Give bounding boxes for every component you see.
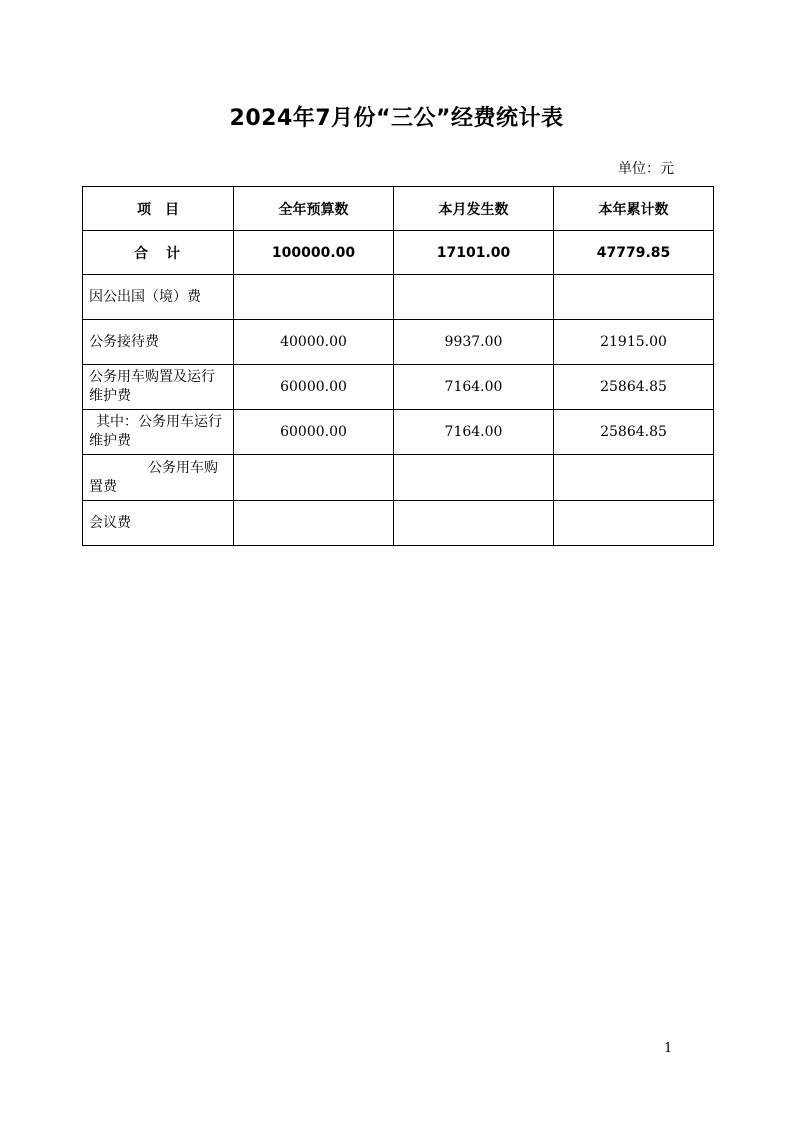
total-ytd: 47779.85 xyxy=(554,231,714,275)
row-month xyxy=(394,275,554,320)
table-row xyxy=(83,501,714,546)
table-row xyxy=(83,275,714,320)
row-item xyxy=(83,455,234,501)
row-budget xyxy=(234,455,394,501)
page-title: 2024年7月份“三公”经费统计表 xyxy=(229,106,564,131)
table-row xyxy=(83,320,714,365)
table-header-row xyxy=(83,187,714,231)
row-ytd xyxy=(554,275,714,320)
row-month: 9937.00 xyxy=(394,320,554,365)
row-budget: 60000.00 xyxy=(234,365,394,410)
row-month: 7164.00 xyxy=(394,410,554,455)
row-budget xyxy=(234,275,394,320)
row-month: 7164.00 xyxy=(394,365,554,410)
row-item xyxy=(83,320,234,365)
row-item xyxy=(83,365,234,410)
row-item xyxy=(83,501,234,546)
total-month: 17101.00 xyxy=(394,231,554,275)
expense-table xyxy=(82,186,714,546)
row-item-line: 公务用车购 xyxy=(148,459,218,476)
unit-label: 单位：元 xyxy=(618,161,674,177)
header-annual-budget: 全年预算数 xyxy=(234,187,394,231)
table-row xyxy=(83,410,714,455)
row-ytd: 25864.85 xyxy=(554,365,714,410)
row-item xyxy=(83,275,234,320)
row-item-line: 其中：公务用车运行 xyxy=(96,414,222,430)
row-ytd: 21915.00 xyxy=(554,320,714,365)
table-row xyxy=(83,365,714,410)
total-row xyxy=(83,231,714,275)
row-month xyxy=(394,501,554,546)
row-ytd xyxy=(554,455,714,501)
table-row xyxy=(83,455,714,501)
total-budget: 100000.00 xyxy=(234,231,394,275)
row-item-line: 因公出国（境）费 xyxy=(89,288,201,305)
row-budget: 40000.00 xyxy=(234,320,394,365)
row-budget: 60000.00 xyxy=(234,410,394,455)
header-item: 项 目 xyxy=(83,187,234,231)
row-item-line: 公务用车购置及运行 xyxy=(89,369,215,385)
row-item-line: 维护费 xyxy=(89,388,131,404)
row-ytd: 25864.85 xyxy=(554,410,714,455)
header-ytd-amount: 本年累计数 xyxy=(554,187,714,231)
row-item-line: 维护费 xyxy=(89,433,131,449)
row-item xyxy=(83,410,234,455)
row-item-line: 公务接待费 xyxy=(89,333,159,350)
row-ytd xyxy=(554,501,714,546)
row-item-line: 会议费 xyxy=(89,514,131,531)
header-month-amount: 本月发生数 xyxy=(394,187,554,231)
row-month xyxy=(394,455,554,501)
page-number: 1 xyxy=(664,1041,673,1056)
row-item-line: 置费 xyxy=(89,478,117,495)
total-label: 合 计 xyxy=(83,231,234,275)
row-budget xyxy=(234,501,394,546)
